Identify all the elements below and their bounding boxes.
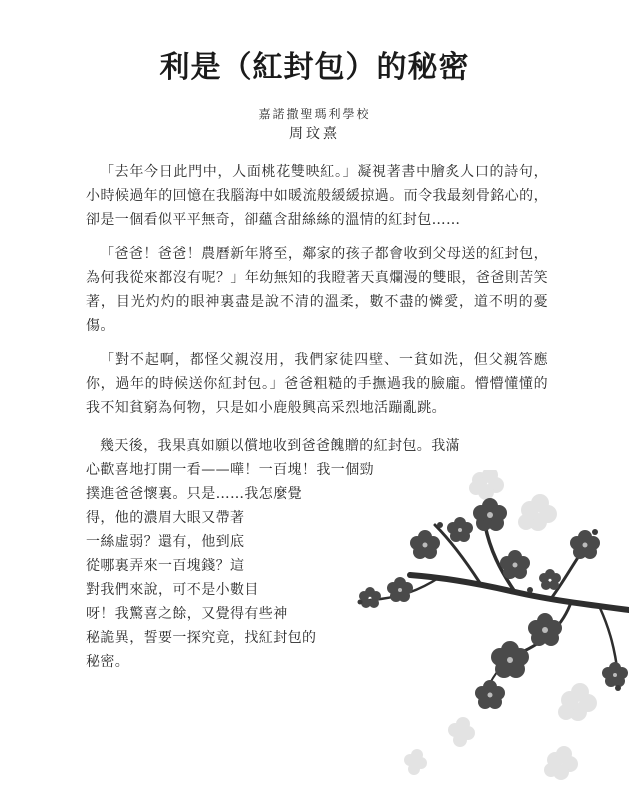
paragraph-3: 「對不起啊，都怪父親沒用，我們家徒四壁、一貧如洗，但父親答應你，過年的時候送你紅封包。」爸爸粗糙的手撫過我的臉龐。懵懵懂懂的我不知貧窮為何物，只是如小鹿般興高采烈地活蹦亂跳。 — [86, 352, 548, 416]
paragraph-4-line: 對我們來說，可不是小數目 — [86, 582, 259, 598]
author-name: 周玟熹 — [289, 126, 340, 142]
paragraph-4-line: 秘詭異，誓要一探究竟，找紅封包的 — [86, 630, 317, 646]
paragraph-4-line: 得，他的濃眉大眼又帶著 — [86, 510, 245, 526]
paragraph-4-line: 秘密。 — [86, 654, 130, 670]
paragraph-1: 「去年今日此門中，人面桃花雙映紅。」凝視著書中膾炙人口的詩句，小時候過年的回憶在我腦海中如暖流般緩緩掠過。而令我最刻骨銘心的，卻是一個看似平平無奇，卻蘊含甜絲絲的溫情的紅封包…… — [86, 164, 548, 228]
paragraph-4-line: 心歡喜地打開一看——嘩！一百塊！我一個勁 — [86, 462, 374, 478]
article-body — [86, 160, 548, 430]
paragraph-4-line: 撲進爸爸懷裏。只是……我怎麼覺 — [86, 486, 302, 502]
paragraph-2: 「爸爸！爸爸！農曆新年將至，鄰家的孩子都會收到父母送的紅封包，為何我從來都沒有呢？」年幼無知的我瞪著天真爛漫的雙眼，爸爸則苦笑著，目光灼灼的眼神裏盡是說不清的溫柔，數不盡的憐愛，道不明的憂傷。 — [86, 246, 548, 334]
paragraph-4-line: 一絲虛弱？還有，他到底 — [86, 534, 245, 550]
plum-blossom-branch-icon — [300, 470, 629, 800]
paragraph-4-line: 從哪裏弄來一百塊錢？這 — [86, 558, 245, 574]
school-name: 嘉諾撒聖瑪利學校 — [258, 107, 371, 121]
article-title: 利是（紅封包）的秘密 — [159, 50, 470, 85]
paragraph-4-line: 呀！我驚喜之餘，又覺得有些神 — [86, 606, 288, 622]
paragraph-4-line: 幾天後，我果真如願以償地收到爸爸餽贈的紅封包。我滿 — [100, 438, 460, 454]
